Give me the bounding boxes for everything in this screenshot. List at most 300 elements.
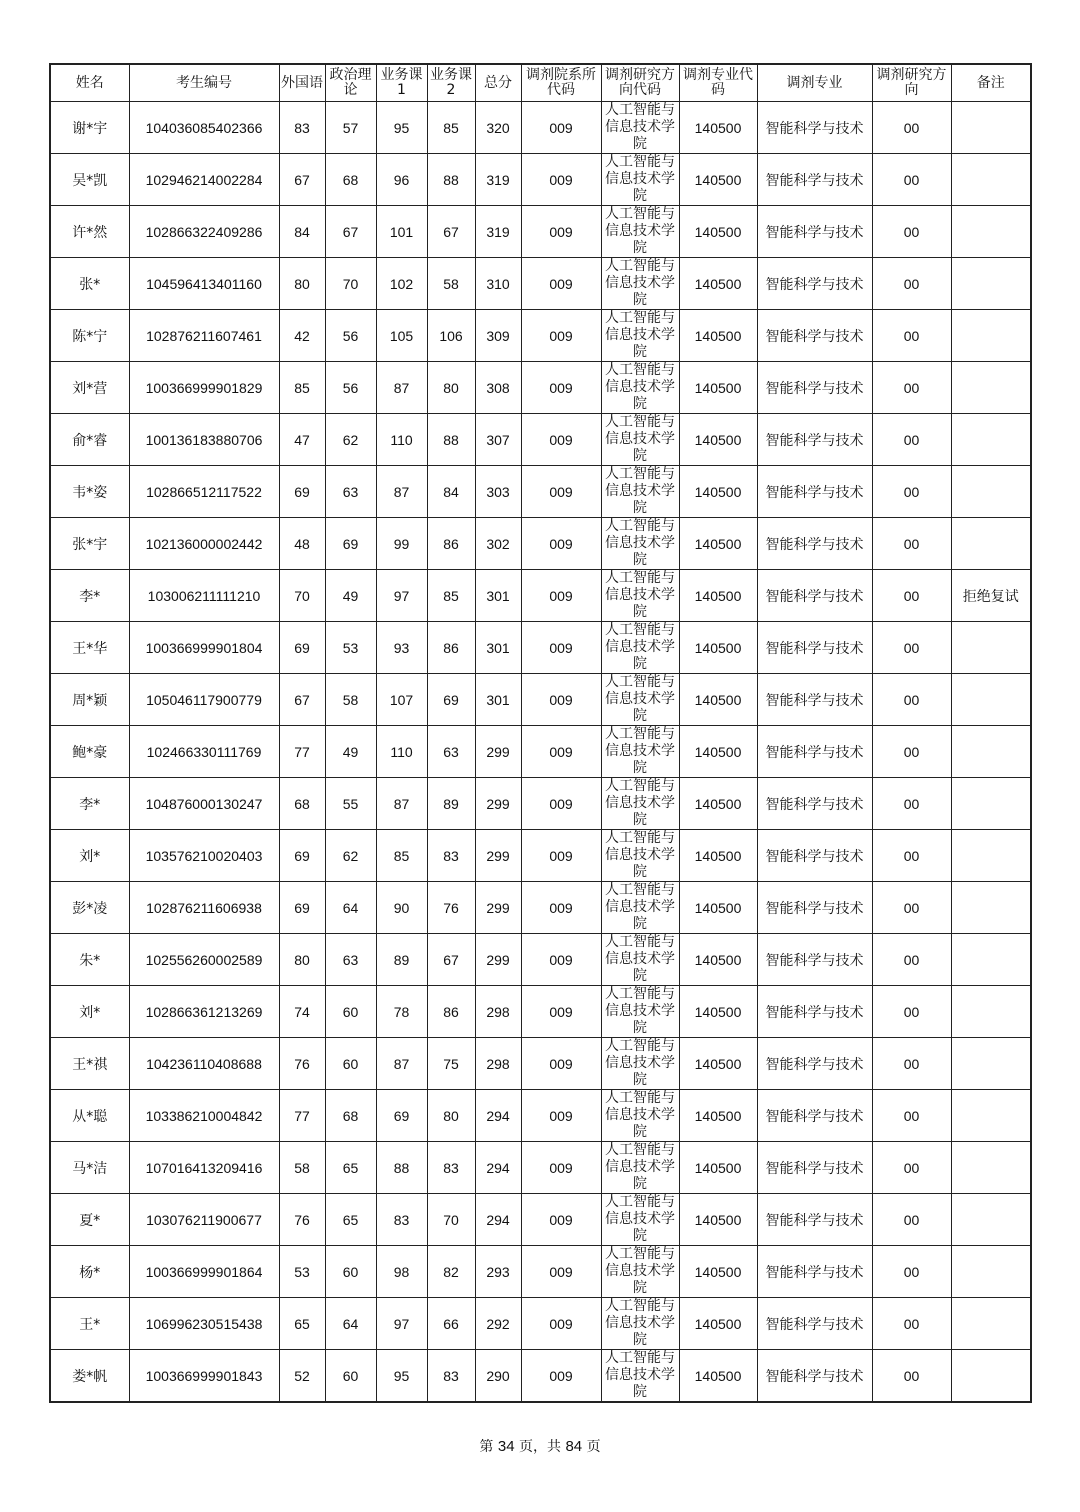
cell-course1: 78 <box>376 986 427 1038</box>
cell-name: 刘* <box>50 830 129 882</box>
cell-foreign-language: 80 <box>279 258 325 310</box>
cell-direction-code <box>601 1194 679 1246</box>
cell-major-code: 140500 <box>679 778 757 830</box>
cell-course2: 85 <box>427 570 475 622</box>
cell-exam-id: 102876211606938 <box>129 882 279 934</box>
cell-note <box>951 310 1031 362</box>
cell-foreign-language: 67 <box>279 154 325 206</box>
cell-foreign-language: 80 <box>279 934 325 986</box>
cell-major: 智能科学与技术 <box>757 726 872 778</box>
cell-total: 301 <box>475 674 521 726</box>
direction-code-text: 人工智能与信息技术学院 <box>605 258 675 308</box>
cell-course1: 107 <box>376 674 427 726</box>
cell-direction-code <box>601 830 679 882</box>
cell-name: 夏* <box>50 1194 129 1246</box>
cell-name: 从*聪 <box>50 1090 129 1142</box>
cell-note <box>951 934 1031 986</box>
direction-code-text: 人工智能与信息技术学院 <box>605 674 675 724</box>
cell-direction-code <box>601 674 679 726</box>
table-row <box>50 1194 1031 1246</box>
cell-course2: 83 <box>427 830 475 882</box>
cell-direction-code <box>601 1142 679 1194</box>
cell-direction: 00 <box>872 570 951 622</box>
table-row <box>50 934 1031 986</box>
cell-politics: 60 <box>325 1246 376 1298</box>
direction-code-text: 人工智能与信息技术学院 <box>605 206 675 256</box>
cell-course1: 110 <box>376 414 427 466</box>
direction-code-text: 人工智能与信息技术学院 <box>605 986 675 1036</box>
cell-course2: 83 <box>427 1350 475 1403</box>
cell-major-code: 140500 <box>679 1090 757 1142</box>
cell-note <box>951 518 1031 570</box>
cell-exam-id: 104236110408688 <box>129 1038 279 1090</box>
cell-total: 299 <box>475 934 521 986</box>
cell-politics: 62 <box>325 830 376 882</box>
cell-note <box>951 362 1031 414</box>
cell-course1: 89 <box>376 934 427 986</box>
cell-foreign-language: 58 <box>279 1142 325 1194</box>
cell-course1: 98 <box>376 1246 427 1298</box>
cell-major: 智能科学与技术 <box>757 310 872 362</box>
cell-exam-id: 100366999901864 <box>129 1246 279 1298</box>
cell-course1: 85 <box>376 830 427 882</box>
cell-total: 298 <box>475 986 521 1038</box>
cell-foreign-language: 47 <box>279 414 325 466</box>
cell-name: 杨* <box>50 1246 129 1298</box>
cell-name: 许*然 <box>50 206 129 258</box>
direction-code-text: 人工智能与信息技术学院 <box>605 1350 675 1400</box>
cell-politics: 49 <box>325 570 376 622</box>
cell-course1: 88 <box>376 1142 427 1194</box>
cell-course1: 105 <box>376 310 427 362</box>
cell-exam-id: 102866512117522 <box>129 466 279 518</box>
cell-note <box>951 1246 1031 1298</box>
cell-exam-id: 100366999901843 <box>129 1350 279 1403</box>
cell-course2: 75 <box>427 1038 475 1090</box>
cell-direction-code <box>601 102 679 154</box>
cell-note <box>951 154 1031 206</box>
cell-note <box>951 1142 1031 1194</box>
cell-course2: 76 <box>427 882 475 934</box>
cell-course1: 95 <box>376 1350 427 1403</box>
cell-direction: 00 <box>872 206 951 258</box>
cell-direction: 00 <box>872 882 951 934</box>
cell-direction: 00 <box>872 1038 951 1090</box>
cell-major: 智能科学与技术 <box>757 1090 872 1142</box>
cell-major: 智能科学与技术 <box>757 518 872 570</box>
cell-course1: 102 <box>376 258 427 310</box>
cell-dept-code: 009 <box>521 570 601 622</box>
cell-major-code: 140500 <box>679 622 757 674</box>
header-note: 备注 <box>951 64 1031 102</box>
cell-exam-id: 102136000002442 <box>129 518 279 570</box>
cell-total: 307 <box>475 414 521 466</box>
footer-total-pages: 84 <box>565 1438 583 1455</box>
cell-major: 智能科学与技术 <box>757 154 872 206</box>
cell-dept-code: 009 <box>521 414 601 466</box>
table-row <box>50 1038 1031 1090</box>
cell-direction: 00 <box>872 1350 951 1403</box>
cell-foreign-language: 69 <box>279 882 325 934</box>
cell-politics: 65 <box>325 1142 376 1194</box>
cell-exam-id: 102946214002284 <box>129 154 279 206</box>
direction-code-text: 人工智能与信息技术学院 <box>605 310 675 360</box>
cell-total: 294 <box>475 1142 521 1194</box>
cell-major: 智能科学与技术 <box>757 102 872 154</box>
cell-foreign-language: 68 <box>279 778 325 830</box>
cell-course1: 87 <box>376 466 427 518</box>
cell-dept-code: 009 <box>521 986 601 1038</box>
cell-direction: 00 <box>872 622 951 674</box>
table-row <box>50 986 1031 1038</box>
cell-exam-id: 102866322409286 <box>129 206 279 258</box>
cell-politics: 65 <box>325 1194 376 1246</box>
cell-politics: 60 <box>325 1038 376 1090</box>
cell-direction: 00 <box>872 1246 951 1298</box>
header-direction-code: 调剂研究方向代码 <box>601 64 679 102</box>
direction-code-text: 人工智能与信息技术学院 <box>605 1246 675 1296</box>
cell-name: 王*祺 <box>50 1038 129 1090</box>
cell-exam-id: 100366999901804 <box>129 622 279 674</box>
header-dept-code: 调剂院系所代码 <box>521 64 601 102</box>
cell-major: 智能科学与技术 <box>757 622 872 674</box>
cell-course1: 69 <box>376 1090 427 1142</box>
cell-major: 智能科学与技术 <box>757 986 872 1038</box>
cell-major-code: 140500 <box>679 414 757 466</box>
header-total: 总分 <box>475 64 521 102</box>
cell-dept-code: 009 <box>521 830 601 882</box>
direction-code-text: 人工智能与信息技术学院 <box>605 362 675 412</box>
header-major-code: 调剂专业代码 <box>679 64 757 102</box>
cell-direction-code <box>601 726 679 778</box>
cell-major: 智能科学与技术 <box>757 674 872 726</box>
cell-foreign-language: 65 <box>279 1298 325 1350</box>
cell-direction-code <box>601 154 679 206</box>
cell-direction-code <box>601 258 679 310</box>
direction-code-text: 人工智能与信息技术学院 <box>605 726 675 776</box>
table-row <box>50 882 1031 934</box>
cell-course1: 110 <box>376 726 427 778</box>
cell-direction: 00 <box>872 154 951 206</box>
cell-major-code: 140500 <box>679 1038 757 1090</box>
cell-name: 鲍*豪 <box>50 726 129 778</box>
cell-course2: 67 <box>427 934 475 986</box>
table-row <box>50 206 1031 258</box>
cell-direction: 00 <box>872 778 951 830</box>
direction-code-text: 人工智能与信息技术学院 <box>605 622 675 672</box>
cell-note <box>951 1090 1031 1142</box>
cell-course1: 90 <box>376 882 427 934</box>
cell-direction-code <box>601 622 679 674</box>
cell-course2: 86 <box>427 518 475 570</box>
cell-name: 李* <box>50 570 129 622</box>
cell-exam-id: 104036085402366 <box>129 102 279 154</box>
cell-note <box>951 1194 1031 1246</box>
cell-direction-code <box>601 882 679 934</box>
cell-politics: 57 <box>325 102 376 154</box>
cell-course1: 87 <box>376 362 427 414</box>
table-row <box>50 674 1031 726</box>
cell-foreign-language: 76 <box>279 1038 325 1090</box>
cell-direction-code <box>601 1090 679 1142</box>
cell-exam-id: 103076211900677 <box>129 1194 279 1246</box>
cell-politics: 64 <box>325 882 376 934</box>
cell-total: 299 <box>475 830 521 882</box>
cell-total: 309 <box>475 310 521 362</box>
cell-major: 智能科学与技术 <box>757 258 872 310</box>
cell-direction: 00 <box>872 518 951 570</box>
cell-exam-id: 104876000130247 <box>129 778 279 830</box>
cell-total: 294 <box>475 1194 521 1246</box>
cell-politics: 60 <box>325 1350 376 1403</box>
cell-course1: 83 <box>376 1194 427 1246</box>
cell-major: 智能科学与技术 <box>757 1194 872 1246</box>
cell-name: 周*颖 <box>50 674 129 726</box>
header-major: 调剂专业 <box>757 64 872 102</box>
cell-major-code: 140500 <box>679 362 757 414</box>
cell-note <box>951 1350 1031 1403</box>
cell-exam-id: 102556260002589 <box>129 934 279 986</box>
cell-total: 293 <box>475 1246 521 1298</box>
direction-code-text: 人工智能与信息技术学院 <box>605 466 675 516</box>
cell-dept-code: 009 <box>521 154 601 206</box>
cell-major-code: 140500 <box>679 1246 757 1298</box>
cell-note <box>951 674 1031 726</box>
cell-direction: 00 <box>872 1298 951 1350</box>
cell-note <box>951 1038 1031 1090</box>
footer-page-number: 34 <box>497 1438 515 1455</box>
cell-direction-code <box>601 570 679 622</box>
table-row <box>50 1142 1031 1194</box>
cell-note <box>951 1298 1031 1350</box>
direction-code-text: 人工智能与信息技术学院 <box>605 518 675 568</box>
cell-direction: 00 <box>872 466 951 518</box>
cell-name: 娄*帆 <box>50 1350 129 1403</box>
cell-direction-code <box>601 414 679 466</box>
cell-foreign-language: 70 <box>279 570 325 622</box>
cell-direction-code <box>601 206 679 258</box>
cell-name: 俞*睿 <box>50 414 129 466</box>
direction-code-text: 人工智能与信息技术学院 <box>605 102 675 152</box>
cell-major: 智能科学与技术 <box>757 414 872 466</box>
cell-exam-id: 102466330111769 <box>129 726 279 778</box>
cell-major-code: 140500 <box>679 882 757 934</box>
cell-direction: 00 <box>872 1090 951 1142</box>
cell-course2: 84 <box>427 466 475 518</box>
cell-course2: 106 <box>427 310 475 362</box>
cell-direction: 00 <box>872 1142 951 1194</box>
cell-dept-code: 009 <box>521 1350 601 1403</box>
cell-course2: 67 <box>427 206 475 258</box>
table-row <box>50 310 1031 362</box>
cell-name: 吴*凯 <box>50 154 129 206</box>
cell-course2: 58 <box>427 258 475 310</box>
direction-code-text: 人工智能与信息技术学院 <box>605 1038 675 1088</box>
direction-code-text: 人工智能与信息技术学院 <box>605 1142 675 1192</box>
cell-note <box>951 414 1031 466</box>
cell-major-code: 140500 <box>679 1142 757 1194</box>
table-header <box>50 64 1031 102</box>
cell-total: 292 <box>475 1298 521 1350</box>
table-row <box>50 622 1031 674</box>
cell-total: 302 <box>475 518 521 570</box>
cell-politics: 63 <box>325 934 376 986</box>
header-name: 姓名 <box>50 64 129 102</box>
cell-politics: 69 <box>325 518 376 570</box>
table-row <box>50 414 1031 466</box>
cell-note <box>951 830 1031 882</box>
cell-direction: 00 <box>872 258 951 310</box>
cell-dept-code: 009 <box>521 882 601 934</box>
cell-foreign-language: 48 <box>279 518 325 570</box>
header-foreign-language: 外国语 <box>279 64 325 102</box>
table-row <box>50 154 1031 206</box>
cell-total: 319 <box>475 206 521 258</box>
cell-note <box>951 102 1031 154</box>
cell-politics: 62 <box>325 414 376 466</box>
cell-foreign-language: 53 <box>279 1246 325 1298</box>
direction-code-text: 人工智能与信息技术学院 <box>605 778 675 828</box>
cell-dept-code: 009 <box>521 778 601 830</box>
cell-total: 308 <box>475 362 521 414</box>
cell-name: 王*华 <box>50 622 129 674</box>
cell-direction-code <box>601 466 679 518</box>
cell-course2: 88 <box>427 414 475 466</box>
cell-foreign-language: 74 <box>279 986 325 1038</box>
cell-course2: 85 <box>427 102 475 154</box>
cell-dept-code: 009 <box>521 1090 601 1142</box>
cell-direction: 00 <box>872 362 951 414</box>
table-row <box>50 1298 1031 1350</box>
cell-major-code: 140500 <box>679 466 757 518</box>
direction-code-text: 人工智能与信息技术学院 <box>605 1090 675 1140</box>
cell-foreign-language: 76 <box>279 1194 325 1246</box>
cell-dept-code: 009 <box>521 518 601 570</box>
cell-exam-id: 102866361213269 <box>129 986 279 1038</box>
cell-total: 303 <box>475 466 521 518</box>
cell-dept-code: 009 <box>521 102 601 154</box>
cell-course2: 83 <box>427 1142 475 1194</box>
table-row <box>50 518 1031 570</box>
cell-major-code: 140500 <box>679 934 757 986</box>
direction-code-text: 人工智能与信息技术学院 <box>605 1298 675 1348</box>
table-row <box>50 726 1031 778</box>
cell-foreign-language: 69 <box>279 622 325 674</box>
cell-course1: 93 <box>376 622 427 674</box>
cell-name: 朱* <box>50 934 129 986</box>
cell-direction-code <box>601 310 679 362</box>
cell-dept-code: 009 <box>521 310 601 362</box>
cell-dept-code: 009 <box>521 258 601 310</box>
cell-course2: 88 <box>427 154 475 206</box>
cell-name: 李* <box>50 778 129 830</box>
direction-code-text: 人工智能与信息技术学院 <box>605 154 675 204</box>
cell-course1: 95 <box>376 102 427 154</box>
cell-dept-code: 009 <box>521 206 601 258</box>
footer-prefix: 第 <box>479 1439 494 1455</box>
cell-course1: 96 <box>376 154 427 206</box>
cell-direction-code <box>601 362 679 414</box>
header-direction: 调剂研究方向 <box>872 64 951 102</box>
cell-politics: 68 <box>325 154 376 206</box>
cell-note <box>951 726 1031 778</box>
cell-direction-code <box>601 934 679 986</box>
cell-major-code: 140500 <box>679 206 757 258</box>
cell-course2: 63 <box>427 726 475 778</box>
cell-direction-code <box>601 1246 679 1298</box>
cell-major-code: 140500 <box>679 258 757 310</box>
cell-total: 294 <box>475 1090 521 1142</box>
header-exam-id: 考生编号 <box>129 64 279 102</box>
cell-politics: 68 <box>325 1090 376 1142</box>
header-course2: 业务课2 <box>427 64 475 102</box>
cell-foreign-language: 67 <box>279 674 325 726</box>
cell-note <box>951 258 1031 310</box>
cell-politics: 63 <box>325 466 376 518</box>
footer-suffix: 页 <box>586 1439 601 1455</box>
cell-exam-id: 103576210020403 <box>129 830 279 882</box>
cell-name: 马*洁 <box>50 1142 129 1194</box>
table-row <box>50 570 1031 622</box>
cell-major-code: 140500 <box>679 1194 757 1246</box>
cell-politics: 56 <box>325 362 376 414</box>
cell-name: 张* <box>50 258 129 310</box>
cell-major-code: 140500 <box>679 830 757 882</box>
cell-major: 智能科学与技术 <box>757 830 872 882</box>
cell-politics: 67 <box>325 206 376 258</box>
page-footer <box>0 1436 1080 1456</box>
cell-foreign-language: 77 <box>279 1090 325 1142</box>
cell-politics: 56 <box>325 310 376 362</box>
cell-major-code: 140500 <box>679 310 757 362</box>
cell-name: 王* <box>50 1298 129 1350</box>
cell-total: 301 <box>475 622 521 674</box>
cell-politics: 55 <box>325 778 376 830</box>
cell-politics: 70 <box>325 258 376 310</box>
table-body <box>50 102 1031 1403</box>
cell-total: 301 <box>475 570 521 622</box>
cell-dept-code: 009 <box>521 1298 601 1350</box>
cell-major-code: 140500 <box>679 726 757 778</box>
table-row <box>50 1090 1031 1142</box>
table-row <box>50 1246 1031 1298</box>
cell-direction-code <box>601 778 679 830</box>
cell-direction-code <box>601 986 679 1038</box>
cell-dept-code: 009 <box>521 1038 601 1090</box>
cell-foreign-language: 69 <box>279 830 325 882</box>
cell-course2: 66 <box>427 1298 475 1350</box>
cell-total: 290 <box>475 1350 521 1403</box>
cell-total: 319 <box>475 154 521 206</box>
cell-dept-code: 009 <box>521 622 601 674</box>
cell-course1: 99 <box>376 518 427 570</box>
cell-politics: 53 <box>325 622 376 674</box>
cell-total: 299 <box>475 882 521 934</box>
cell-dept-code: 009 <box>521 934 601 986</box>
cell-direction-code <box>601 1038 679 1090</box>
direction-code-text: 人工智能与信息技术学院 <box>605 830 675 880</box>
cell-major: 智能科学与技术 <box>757 466 872 518</box>
table-row <box>50 1350 1031 1403</box>
direction-code-text: 人工智能与信息技术学院 <box>605 414 675 464</box>
cell-course2: 86 <box>427 622 475 674</box>
cell-direction-code <box>601 1350 679 1403</box>
cell-foreign-language: 85 <box>279 362 325 414</box>
cell-course2: 86 <box>427 986 475 1038</box>
cell-politics: 49 <box>325 726 376 778</box>
cell-total: 310 <box>475 258 521 310</box>
cell-note <box>951 622 1031 674</box>
